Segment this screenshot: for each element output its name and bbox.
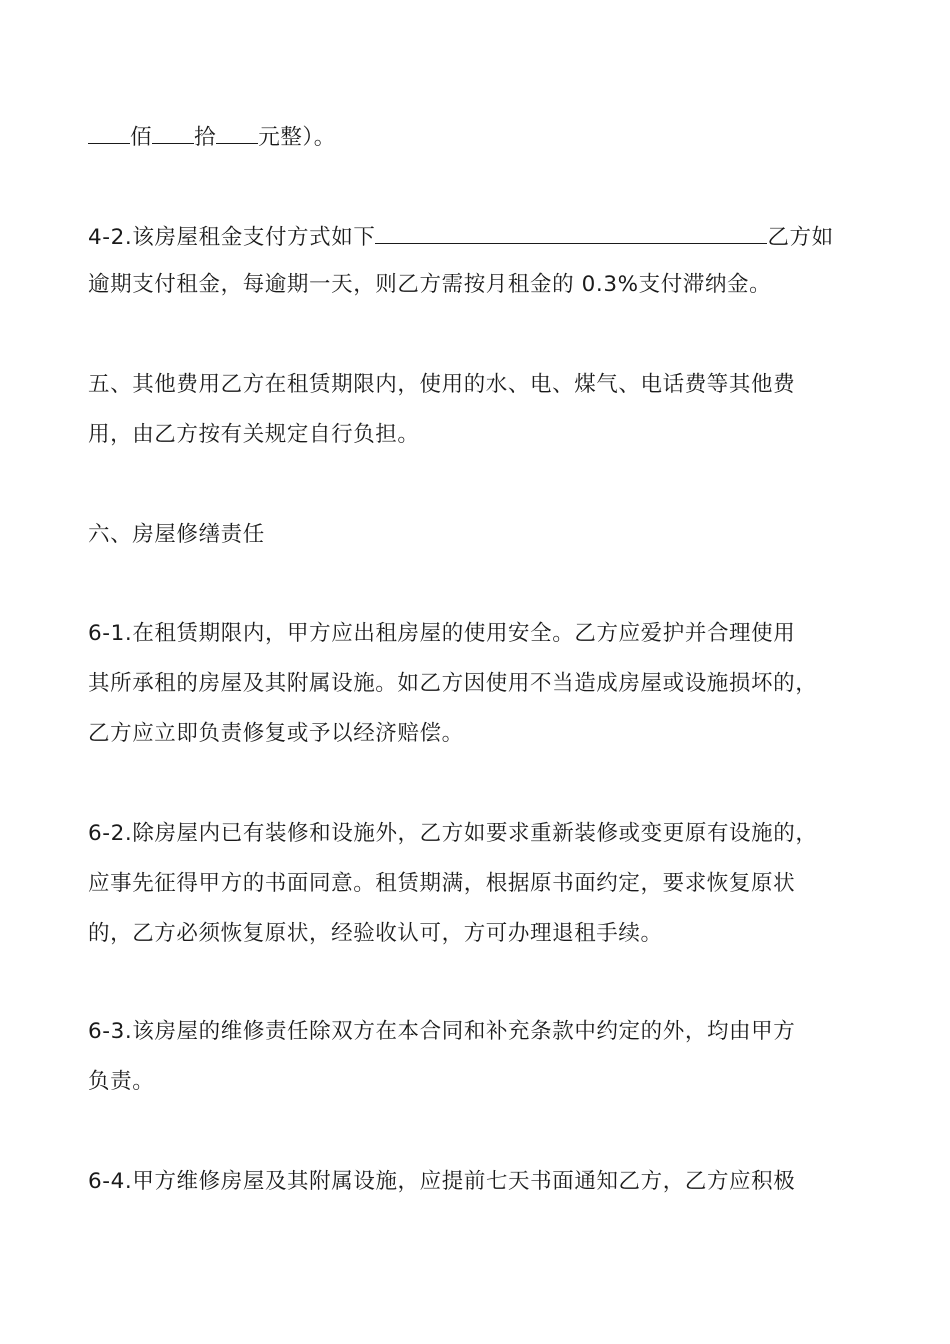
blank-field — [88, 121, 130, 144]
amount-unit-shi: 拾 — [194, 125, 217, 150]
blank-field — [152, 121, 194, 144]
clause-4-2-line-1 — [88, 221, 878, 253]
amount-line — [88, 121, 878, 153]
clause-4-2-prefix: 4-2.该房屋租金支付方式如下 — [88, 225, 376, 250]
amount-unit-bai: 佰 — [130, 125, 153, 150]
clause-6-2-line-1: 6-2.除房屋内已有装修和设施外，乙方如要求重新装修或变更原有设施的， — [88, 821, 818, 846]
blank-field — [216, 121, 258, 144]
clause-6-1-line-3: 乙方应立即负责修复或予以经济赔偿。 — [88, 721, 464, 746]
blank-field — [375, 221, 767, 244]
amount-end: 元整）。 — [258, 125, 336, 150]
section-5-line-2: 用，由乙方按有关规定自行负担。 — [88, 422, 420, 447]
clause-6-2-line-2: 应事先征得甲方的书面同意。租赁期满，根据原书面约定，要求恢复原状 — [88, 871, 796, 896]
clause-6-2-line-3: 的，乙方必须恢复原状，经验收认可，方可办理退租手续。 — [88, 921, 663, 946]
clause-4-2-line-2: 逾期支付租金，每逾期一天，则乙方需按月租金的 0.3%支付滞纳金。 — [88, 272, 772, 297]
clause-6-1-line-1: 6-1.在租赁期限内，甲方应出租房屋的使用安全。乙方应爱护并合理使用 — [88, 621, 796, 646]
clause-6-4-line-1: 6-4.甲方维修房屋及其附属设施，应提前七天书面通知乙方，乙方应积极 — [88, 1169, 796, 1194]
clause-4-2-suffix: 乙方如 — [767, 225, 834, 250]
section-5-line-1: 五、其他费用乙方在租赁期限内，使用的水、电、煤气、电话费等其他费 — [88, 372, 796, 397]
clause-6-3-line-1: 6-3.该房屋的维修责任除双方在本合同和补充条款中约定的外，均由甲方 — [88, 1019, 796, 1044]
clause-6-1-line-2: 其所承租的房屋及其附属设施。如乙方因使用不当造成房屋或设施损坏的， — [88, 671, 818, 696]
clause-6-3-line-2: 负责。 — [88, 1069, 155, 1094]
section-6-heading: 六、房屋修缮责任 — [88, 522, 265, 547]
